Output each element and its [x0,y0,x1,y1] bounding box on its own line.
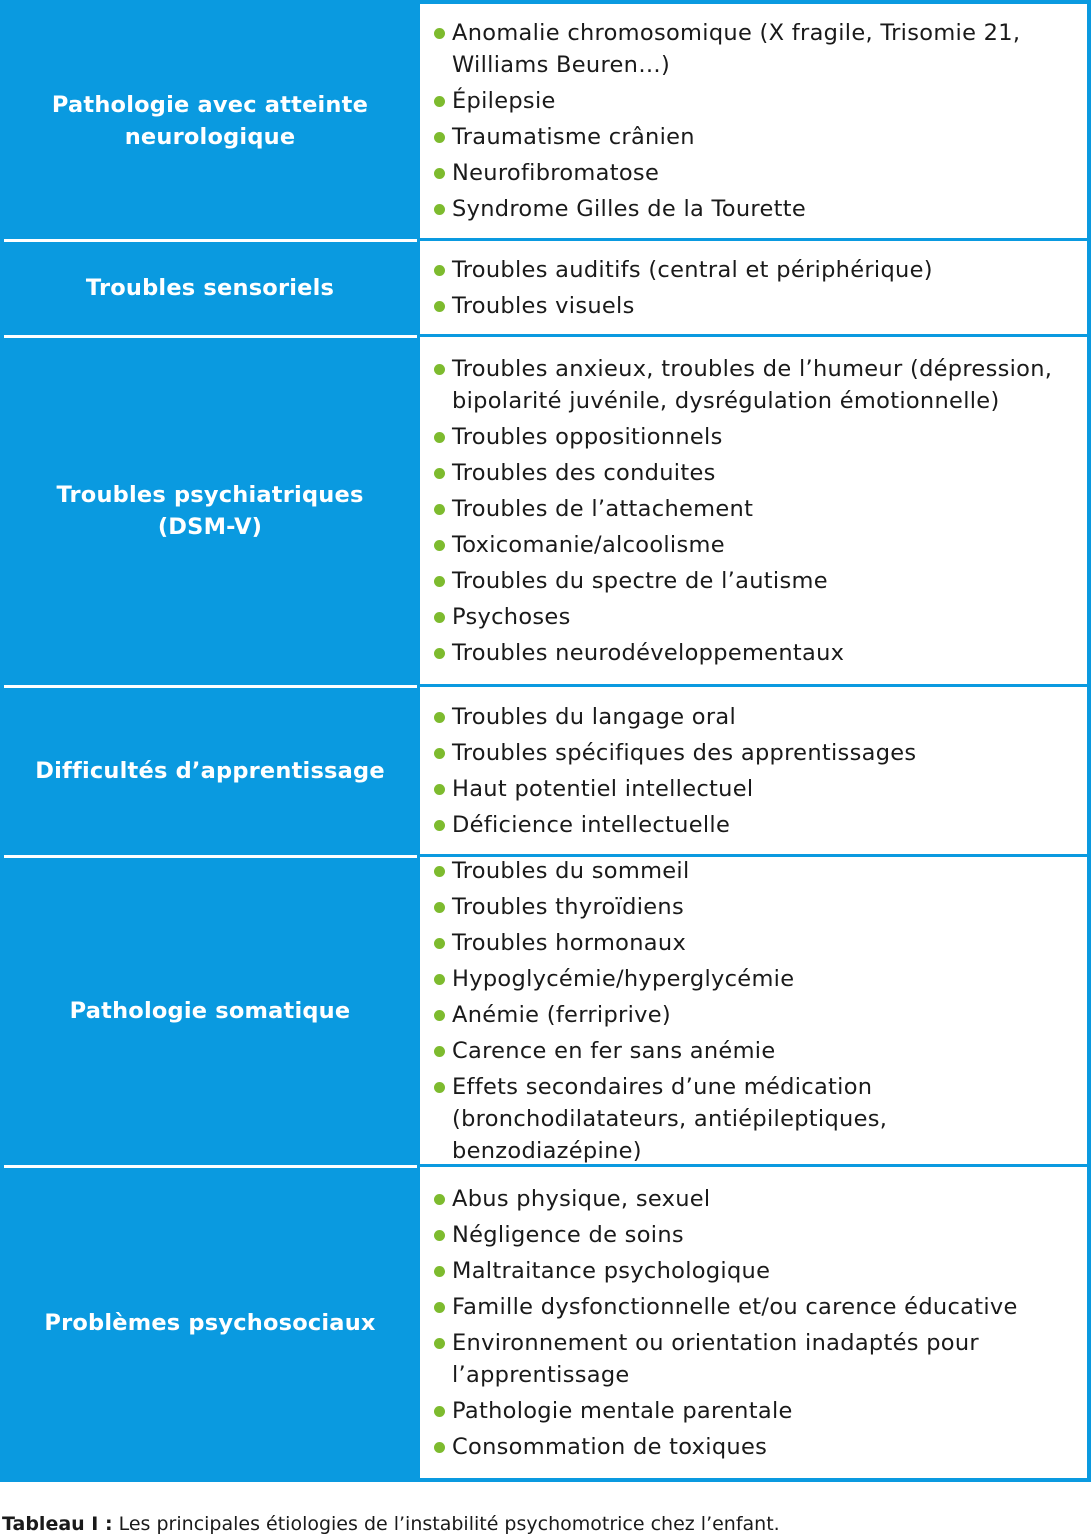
list-item [432,1291,1081,1323]
bullet-dot-icon [434,748,445,759]
list-item [432,601,1081,633]
category-label: Pathologie avec atteinte neurologique [51,92,369,150]
bullet-dot-icon [434,648,445,659]
list-item-text: Troubles de l’attachement [452,495,754,522]
list-item [432,773,1081,805]
bullet-dot-icon [434,1266,445,1277]
list-item [432,891,1081,923]
list-item-text: Famille dysfonctionnelle et/ou carence éducative [452,1293,1018,1320]
list-item [432,637,1081,669]
bullet-dot-icon [434,1230,445,1241]
category-cell [0,4,420,238]
list-item-text: Consommation de toxiques [452,1433,768,1460]
bullet-dot-icon [434,364,445,375]
list-item [432,999,1081,1031]
table-row [0,241,1091,334]
list-item [432,157,1081,189]
bullet-dot-icon [434,1010,445,1021]
list-item [432,1431,1081,1463]
list-item-text: Troubles du langage oral [452,703,737,730]
category-label: Troubles psychiatriques (DSM-V) [56,481,364,540]
table-row [0,1167,1091,1478]
table-caption [2,1512,780,1536]
bullet-dot-icon [434,1442,445,1453]
bullet-dot-icon [434,974,445,985]
bullet-dot-icon [434,1082,445,1093]
bullet-dot-icon [434,540,445,551]
category-label: Difficultés d’apprentissage [35,757,385,784]
list-item-text: Toxicomanie/alcoolisme [452,531,725,558]
list-item [432,565,1081,597]
list-item-text: Pathologie mentale parentale [452,1397,793,1424]
category-label: Troubles sensoriels [85,274,335,301]
items-cell [420,337,1087,684]
list-item [432,421,1081,453]
list-item-text: Troubles neurodéveloppementaux [452,639,845,666]
category-cell [0,857,420,1164]
list-item [432,17,1081,81]
caption-label: Tableau I : [2,1513,113,1535]
caption-text: Les principales étiologies de l’instabilité psychomotrice chez l’enfant. [112,1513,780,1535]
row-divider [4,1165,417,1168]
bullet-dot-icon [434,1302,445,1313]
category-cell [0,1167,420,1478]
list-item [432,1255,1081,1287]
list-item [432,457,1081,489]
category-cell [0,687,420,854]
list-item-text: Déficience intellectuelle [452,811,731,838]
table-row [0,857,1091,1164]
row-divider [4,239,417,242]
list-item-text: Anomalie chromosomique (X fragile, Trisomie 21, Williams Beuren…) [452,20,1021,78]
bullet-dot-icon [434,504,445,515]
list-item-text: Abus physique, sexuel [452,1185,711,1212]
list-item-text: Troubles auditifs (central et périphérique) [452,256,933,283]
list-item [432,1327,1081,1391]
category-label: Problèmes psychosociaux [44,1309,376,1336]
bullet-dot-icon [434,301,445,312]
list-item-text: Troubles du sommeil [452,857,690,884]
list-item-text: Anémie (ferriprive) [452,1001,671,1028]
list-item [432,290,1081,322]
list-item [432,963,1081,995]
list-item-text: Neurofibromatose [452,160,660,186]
items-cell [420,241,1087,334]
items-cell [420,687,1087,854]
bullet-dot-icon [434,902,445,913]
items-cell [420,1167,1087,1478]
list-item-text: Carence en fer sans anémie [452,1037,776,1064]
table-row [0,687,1091,854]
list-item [432,737,1081,769]
list-item [432,1071,1081,1167]
bullet-dot-icon [434,132,445,143]
list-item-text: Maltraitance psychologique [452,1257,771,1284]
bullet-dot-icon [434,168,445,179]
list-item-text: Troubles thyroïdiens [452,893,684,920]
bullet-dot-icon [434,1406,445,1417]
list-item [432,1183,1081,1215]
bullet-dot-icon [434,576,445,587]
list-item-text: Syndrome Gilles de la Tourette [452,196,806,222]
list-item-text: Haut potentiel intellectuel [452,775,754,802]
table-row [0,4,1091,238]
list-item-text: Négligence de soins [452,1221,684,1248]
list-item [432,353,1081,417]
bullet-dot-icon [434,468,445,479]
list-item [432,1395,1081,1427]
bullet-dot-icon [434,1338,445,1349]
bullet-dot-icon [434,96,445,107]
bullet-dot-icon [434,1194,445,1205]
bullet-dot-icon [434,1046,445,1057]
list-item-text: Troubles oppositionnels [452,423,723,450]
bullet-dot-icon [434,938,445,949]
list-item [432,254,1081,286]
bullet-dot-icon [434,866,445,877]
bullet-dot-icon [434,784,445,795]
bullet-dot-icon [434,265,445,276]
list-item-text: Hypoglycémie/hyperglycémie [452,965,795,992]
list-item-text: Troubles des conduites [452,459,716,486]
items-cell [420,857,1087,1164]
list-item [432,1035,1081,1067]
category-cell [0,241,420,334]
bullet-dot-icon [434,820,445,831]
list-item [432,1219,1081,1251]
list-item [432,855,1081,887]
list-item [432,193,1081,225]
list-item [432,121,1081,153]
category-label: Pathologie somatique [69,997,351,1024]
list-item-text: Traumatisme crânien [452,124,695,150]
list-item-text: Troubles spécifiques des apprentissages [452,739,917,766]
bullet-dot-icon [434,712,445,723]
list-item-text: Environnement ou orientation inadaptés pour l’apprentissage [452,1329,979,1388]
list-item [432,927,1081,959]
items-cell [420,4,1087,238]
bullet-dot-icon [434,432,445,443]
list-item [432,529,1081,561]
bullet-dot-icon [434,204,445,215]
list-item-text: Troubles visuels [452,292,635,319]
category-cell [0,337,420,684]
list-item-text: Psychoses [452,603,571,630]
list-item-text: Troubles hormonaux [452,929,687,956]
list-item [432,493,1081,525]
row-divider [4,855,417,858]
list-item-text: Effets secondaires d’une médication (bronchodilatateurs, antiépileptiques, benzodiazépine) [452,1073,888,1164]
list-item-text: Épilepsie [452,88,556,114]
row-divider [4,335,417,338]
bullet-dot-icon [434,28,445,39]
list-item [432,85,1081,117]
list-item [432,809,1081,841]
list-item-text: Troubles du spectre de l’autisme [452,567,828,594]
list-item-text: Troubles anxieux, troubles de l’humeur (dépression, bipolarité juvénile, dysrégulation émotionnelle) [452,355,1053,414]
list-item [432,701,1081,733]
row-divider [4,685,417,688]
bullet-dot-icon [434,612,445,623]
table-row [0,337,1091,684]
